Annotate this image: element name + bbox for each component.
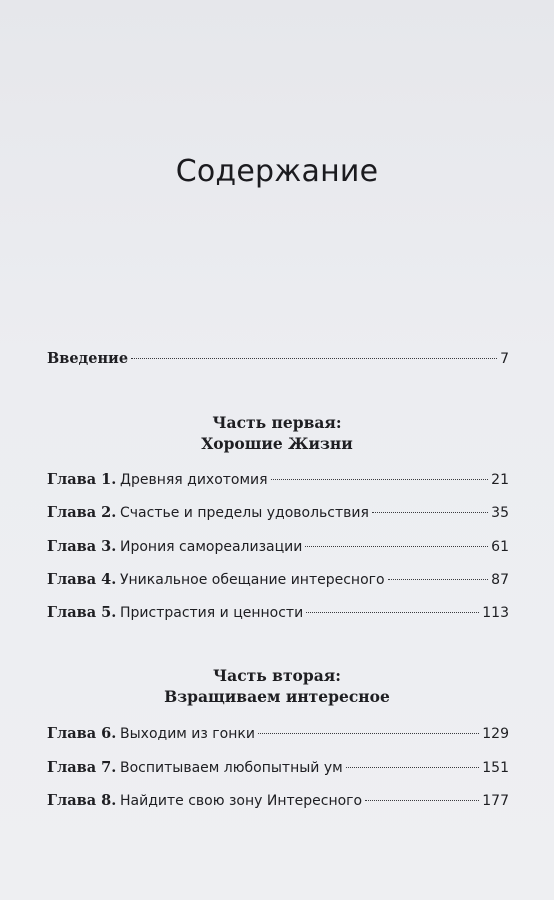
dot-leader [365, 800, 479, 801]
toc-page-number: 113 [482, 605, 509, 621]
chapter-title: Пристрастия и ценности [120, 605, 304, 621]
toc-entry-chapter-5[interactable] [47, 603, 509, 623]
dot-leader [346, 767, 480, 768]
chapter-label: Глава 3. [47, 538, 117, 555]
toc-page-number: 151 [482, 760, 509, 776]
toc-page-number: 21 [491, 472, 509, 488]
chapter-title: Ирония самореализации [120, 539, 303, 555]
chapter-title: Найдите свою зону Интересного [120, 793, 363, 809]
dot-leader [305, 546, 488, 547]
toc-label: Введение [47, 350, 129, 367]
toc-page-number: 177 [482, 793, 509, 809]
toc-entry-chapter-8[interactable] [47, 791, 509, 811]
toc-entry-chapter-4[interactable] [47, 570, 509, 590]
part-one-heading-line2: Хорошие Жизни [201, 434, 353, 453]
toc-page-number: 129 [482, 726, 509, 742]
dot-leader [306, 612, 479, 613]
chapter-title: Выходим из гонки [120, 726, 255, 742]
chapter-title: Древняя дихотомия [120, 472, 268, 488]
chapter-title: Воспитываем любопытный ум [120, 760, 343, 776]
toc-page-number: 7 [500, 351, 509, 367]
part-two-heading-line1: Часть вторая: [213, 666, 341, 685]
part-one-heading-line1: Часть первая: [212, 413, 342, 432]
toc-page-number: 35 [491, 505, 509, 521]
toc-entry-chapter-2[interactable] [47, 503, 509, 523]
toc-entry-chapter-7[interactable] [47, 758, 509, 778]
chapter-label: Глава 4. [47, 571, 117, 588]
chapter-label: Глава 5. [47, 604, 117, 621]
chapter-label: Глава 7. [47, 759, 117, 776]
chapter-label: Глава 2. [47, 504, 117, 521]
page-title: Содержание [175, 154, 379, 189]
chapter-title: Уникальное обещание интересного [120, 572, 385, 588]
toc-page-number: 87 [491, 572, 509, 588]
toc-entry-intro[interactable] [47, 349, 509, 369]
chapter-label: Глава 6. [47, 725, 117, 742]
dot-leader [388, 579, 489, 580]
toc-entry-chapter-6[interactable] [47, 724, 509, 744]
chapter-label: Глава 1. [47, 471, 117, 488]
dot-leader [372, 512, 488, 513]
toc-entry-chapter-3[interactable] [47, 537, 509, 557]
dot-leader [271, 479, 489, 480]
toc-entry-chapter-1[interactable] [47, 470, 509, 490]
dot-leader [131, 358, 497, 359]
part-two-heading-line2: Взращиваем интересное [164, 687, 390, 706]
chapter-label: Глава 8. [47, 792, 117, 809]
toc-page-number: 61 [491, 539, 509, 555]
dot-leader [258, 733, 479, 734]
chapter-title: Счастье и пределы удовольствия [120, 505, 369, 521]
